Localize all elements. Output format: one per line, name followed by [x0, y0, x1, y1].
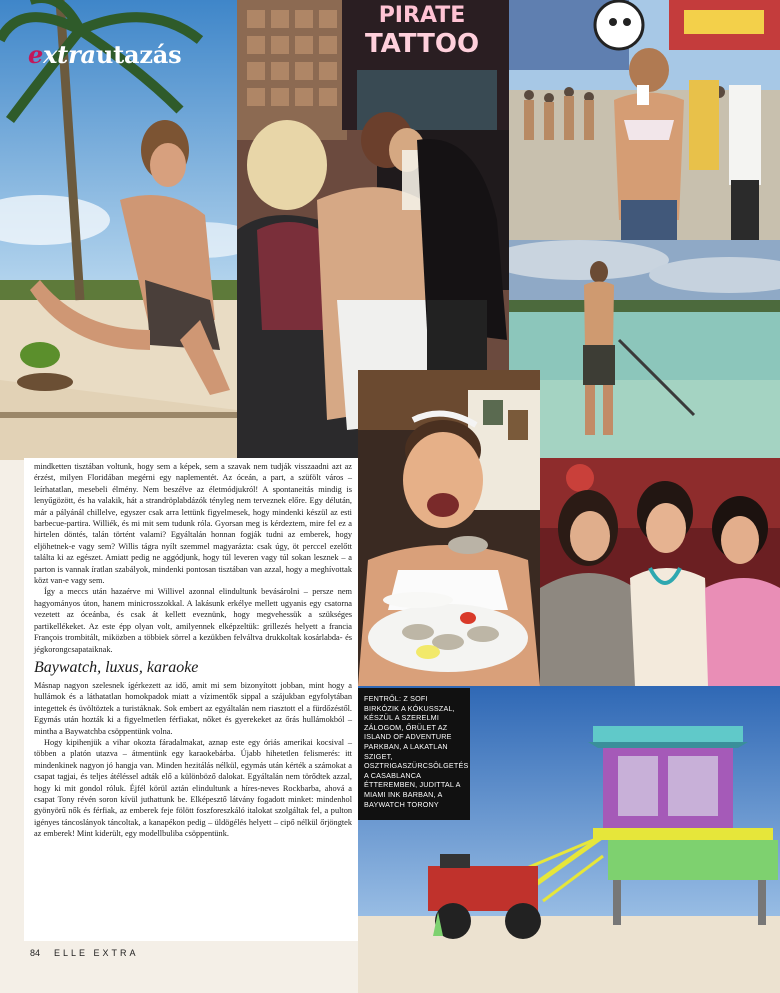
- paragraph-2: Így a meccs után hazaérve mi Willivel azonnal elindultunk bevásárolni – persze nem hagyományos úton, hanem minicrosszokkal. A lakásunk erkélye mellett ugyanis egy csatorna vezetett az óceánba, és csak át kellett eveznünk, hogy megvehessük a szükséges partikellékeket. Az este épp olyan volt, amilyennek elképzeltük: grillezés helyett a francia François trombitált, miközben a többiek sörrel a kezükben felváltva drukkoltak kosárlabda- és jégkorongcsapataiknak.: [34, 587, 352, 654]
- tattoo-sign-line2: TATTOO: [364, 29, 480, 59]
- magazine-name: ELLE EXTRA: [54, 948, 139, 958]
- theme-park-photo: [509, 0, 780, 240]
- tattoo-sign-line1: PIRATE: [378, 3, 466, 28]
- paragraph-3: Másnap nagyon szelesnek ígérkezett az idő, amit mi sem bizonyított jobban, mint hogy a hullámok és a láthatatlan homokpadok miatt a vízimentők sippal a szájukban egyfolytában integettek és üvöltöztek a turistáknak. Sok embert az egyáltalán nem riasztott el a fürdőzéstől. Egymás után hozták ki a figyelmetlen férfiakat, nőket és gyerekeket az őrás hullámokból – mintha a Baywatchba csöppentünk volna.: [34, 680, 352, 736]
- island-shore-photo: [509, 240, 780, 458]
- page-number: 84: [30, 948, 41, 958]
- kicker-italic-part: xtra: [43, 40, 96, 69]
- photo-caption: FENTRŐL: Z SOFI BIRKÓZIK A KÓKUSSZAL, KÉSZÜL A SZERELMI ZÁLOGOM, ŐRÜLET AZ ISLAND OF ADVENTURE PARKBAN, A LAKATLAN SZIGET, OSZTRIGASZÜRCSÖLGETÉS A CASABLANCA ÉTTEREMBEN, JUDITTAL A MIAMI INK BARBAN, A BAYWATCH TORONY: [358, 688, 470, 820]
- kicker-accent-letter: e: [28, 40, 44, 69]
- friends-bar-photo: [540, 458, 780, 686]
- paragraph-4: Hogy kipihenjük a vihar okozta fáradalmakat, aznap este egy óriás amerikai kocsival – többen a platón utazva – átmentünk egy karaokebárba. Újabb hihetetlen felismerés: itt mindenkinek nagyon jó hangja van. Minden hezitálás nélkül, egymás után kérték a számokat a csapat tagjai, és teljes átéléssel adták elő a különböző dalokat. Egyáltalán nem törődtek azzal, hogy ki mit gondol róluk. Éjfél körül aztán elindultunk a híres-neves Rockbarba, ahová a csapat Tony révén soron kívül juthattunk be. Elképesztő látvány fogadott minket: mindenhol gyönyörű nők és férfiak, az emberek feje fölött foszforeszkáló italokat szolgáltak fel, a pulton igényes táncoslányok táncoltak, a kanapékon pedig – üldögélés helyett – cipő nélkül őrjöngtek az emberek! Mint kiderült, egy modellbuliba csöppentünk.: [34, 737, 352, 839]
- beach-coconut-photo: [0, 0, 237, 460]
- paragraph-1: mindketten tisztában voltunk, hogy sem a képek, sem a szavak nem tudják visszaadni azt az érzést, milyen Floridában megérni egy naplementét. Az óceán, a part, a szüfölt város – leírhatatlan, mesebeli élmény. Nem beszélve az életmódjukról! A spontaneitás mindig is lenyűgözött, és ha valakik, hát a strandröplabdázók tényleg nem terveznek előre. Egy délután, már a pályánál chillelve, egyszer csak arra lettünk figyelmesek, hogy mindenki készül az esti barbecue-partira. Williék, és mi mit sem tudunk róla. Gyorsan meg is kérdeztem, mire fel ez a hirtelen döntés, talán történt valami? Egyáltalán honnan fogják tudni az emberek, hogy eljöhetnek-e vagy sem? Willis tágra nyílt szemmel magyarázta: csak úgy, öt perccel ezelőtt találta ki az egészet. Amiatt pedig ne aggódjunk, hogy túl leveren vagy túl sokan lesznek – a parton is vannak íratlan szabályok, mindenki pontosan tisztában van azzal, hogy a meghívottak közt van-e vagy sem.: [34, 462, 352, 586]
- kicker-rest: utazás: [95, 40, 182, 69]
- article-body: [24, 458, 358, 941]
- page-footer: [30, 948, 139, 958]
- section-kicker: [28, 40, 181, 69]
- article-columns: [34, 461, 358, 840]
- oyster-restaurant-photo: [358, 370, 540, 686]
- section-subhead: Baywatch, luxus, karaoke: [34, 658, 199, 676]
